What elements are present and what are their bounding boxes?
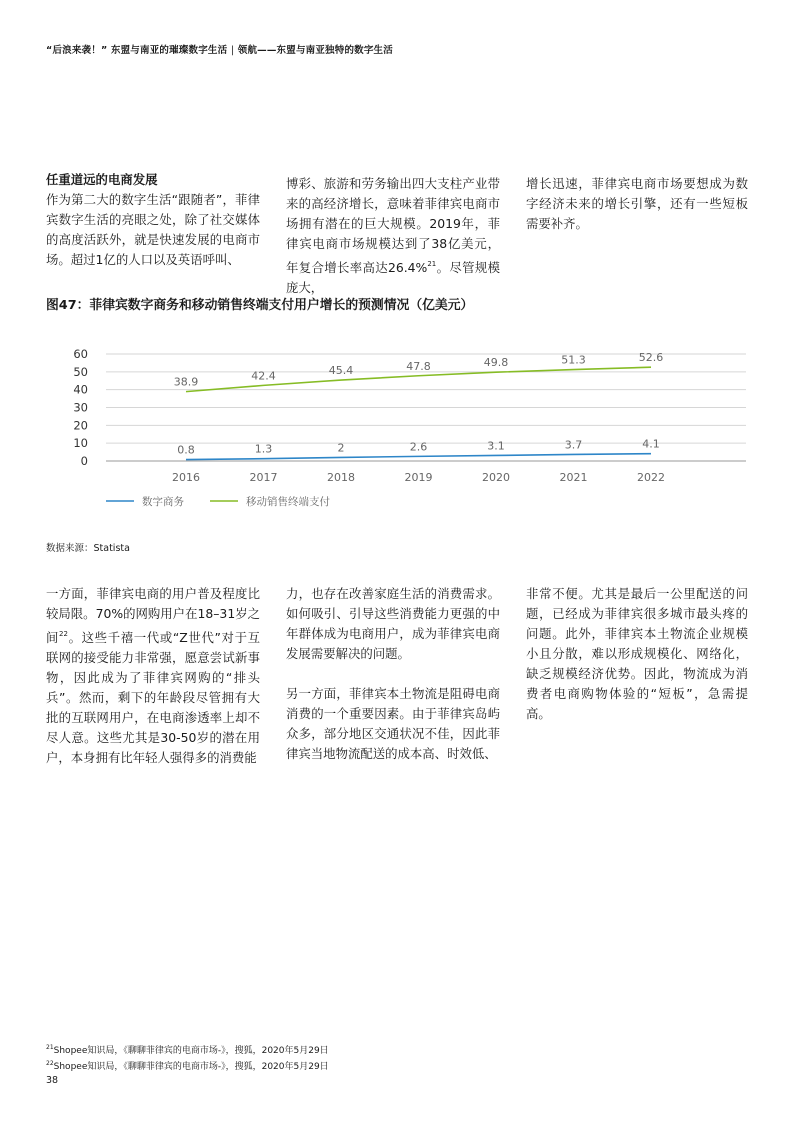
section2-column-3: [526, 584, 748, 724]
data-label: 42.4: [251, 369, 276, 383]
section1-column-1: [46, 170, 260, 270]
y-tick-label: 50: [73, 364, 88, 379]
y-tick-label: 30: [73, 400, 88, 415]
x-tick-label: 2017: [249, 471, 278, 484]
section2-column-2: [286, 584, 500, 764]
paragraph: 非常不便。尤其是最后一公里配送的问题，已经成为菲律宾很多城市最头疼的问题。此外，菲律宾本土物流企业规模小且分散，难以形成规模化、网络化，缺乏规模经济优势。因此，物流成为消费者电商购物体验的“短板”，急需提高。: [526, 586, 748, 721]
legend-label: 移动销售终端支付: [246, 496, 330, 508]
data-label: 3.7: [564, 438, 583, 452]
figure-source: 数据来源：Statista: [46, 543, 130, 554]
y-tick-label: 20: [73, 418, 88, 433]
line-chart: [46, 336, 751, 511]
footnote-item: $^{22}$Shopee知识局，《聊聊菲律宾的电商市场-》，搜狐，2020年5月29日: [46, 1059, 329, 1072]
data-label: 52.6: [638, 351, 664, 365]
data-label: 1.3: [254, 442, 273, 456]
x-tick-label: 2020: [482, 471, 510, 484]
y-tick-label: 0: [80, 454, 88, 468]
y-tick-label: 40: [73, 382, 88, 397]
y-tick-label: 60: [73, 347, 88, 361]
data-label: 51.3: [561, 353, 586, 367]
section1-column-2: [286, 174, 500, 298]
data-label: 0.8: [177, 443, 195, 457]
data-label: 3.1: [487, 439, 505, 453]
header-separator: |: [230, 45, 235, 56]
footnote-item: $^{21}$Shopee知识局，《聊聊菲律宾的电商市场-》，搜狐，2020年5月29日: [46, 1044, 329, 1056]
paragraph: 一方面，菲律宾电商的用户普及程度比较局限。70%的网购用户在18–31岁之间$^{22}$。这些千禧一代或“Z世代”对于互联网的接受能力非常强，愿意尝试新事物，因此成为了菲律宾网购的“排头兵”。然而，剩下的年龄段尽管拥有大批的互联网用户，在电商渗透率上却不尽人意。这些尤其是30-50岁的潜在用户，本身拥有比年轻人强得多的消费能: [46, 586, 261, 765]
data-label: 38.9: [173, 375, 199, 389]
data-label: 2.6: [409, 440, 428, 454]
x-tick-label: 2016: [172, 471, 200, 484]
paragraph: 增长迅速，菲律宾电商市场要想成为数字经济未来的增长引擎，还有一些短板需要补齐。: [526, 176, 748, 231]
x-tick-label: 2019: [404, 471, 433, 484]
x-tick-label: 2022: [637, 471, 665, 484]
header-subtitle: 领航——东盟与南亚独特的数字生活: [237, 45, 393, 56]
section2-column-1: [46, 584, 260, 768]
data-label: 2: [337, 441, 345, 455]
data-label: 4.1: [642, 437, 660, 451]
x-tick-label: 2021: [559, 471, 588, 484]
header-quote: “后浪来袭！”: [46, 45, 108, 56]
figure-title: 图47：菲律宾数字商务和移动销售终端支付用户增长的预测情况（亿美元）: [46, 298, 474, 313]
legend-label: 数字商务: [142, 496, 184, 508]
header-title: 东盟与南亚的璀璨数字生活: [110, 45, 228, 56]
data-label: 45.4: [328, 364, 354, 378]
data-label: 47.8: [406, 359, 431, 373]
section-heading: 任重道远的电商发展: [46, 172, 158, 187]
x-tick-label: 2018: [327, 471, 355, 484]
running-header: [46, 42, 393, 56]
paragraph: 另一方面，菲律宾本土物流是阻碍电商消费的一个重要因素。由于菲律宾岛屿众多，部分地区交通状况不佳，因此菲律宾当地物流配送的成本高、时效低、: [286, 686, 500, 761]
page-number: 38: [46, 1075, 59, 1086]
paragraph: 作为第二大的数字生活“跟随者”，菲律宾数字生活的亮眼之处，除了社交媒体的高度活跃外，就是快速发展的电商市场。超过1亿的人口以及英语呼叫、: [46, 192, 260, 267]
footnote-ref: 22: [59, 630, 68, 638]
paragraph: 力，也存在改善家庭生活的消费需求。如何吸引、引导这些消费能力更强的中年群体成为电商用户，成为菲律宾电商发展需要解决的问题。: [286, 586, 500, 661]
section1-column-3: [526, 174, 748, 234]
paragraph: 博彩、旅游和劳务输出四大支柱产业带来的高经济增长，意味着菲律宾电商市场拥有潜在的巨大规模。2019年，菲律宾电商市场规模达到了38亿美元，年复合增长率高达26.4%$^{21}$。尽管规模庞大，: [286, 176, 500, 295]
data-label: 49.8: [483, 356, 509, 370]
footnote-ref: 21: [427, 260, 437, 268]
y-tick-label: 10: [73, 436, 88, 451]
footnotes: [46, 1042, 329, 1073]
